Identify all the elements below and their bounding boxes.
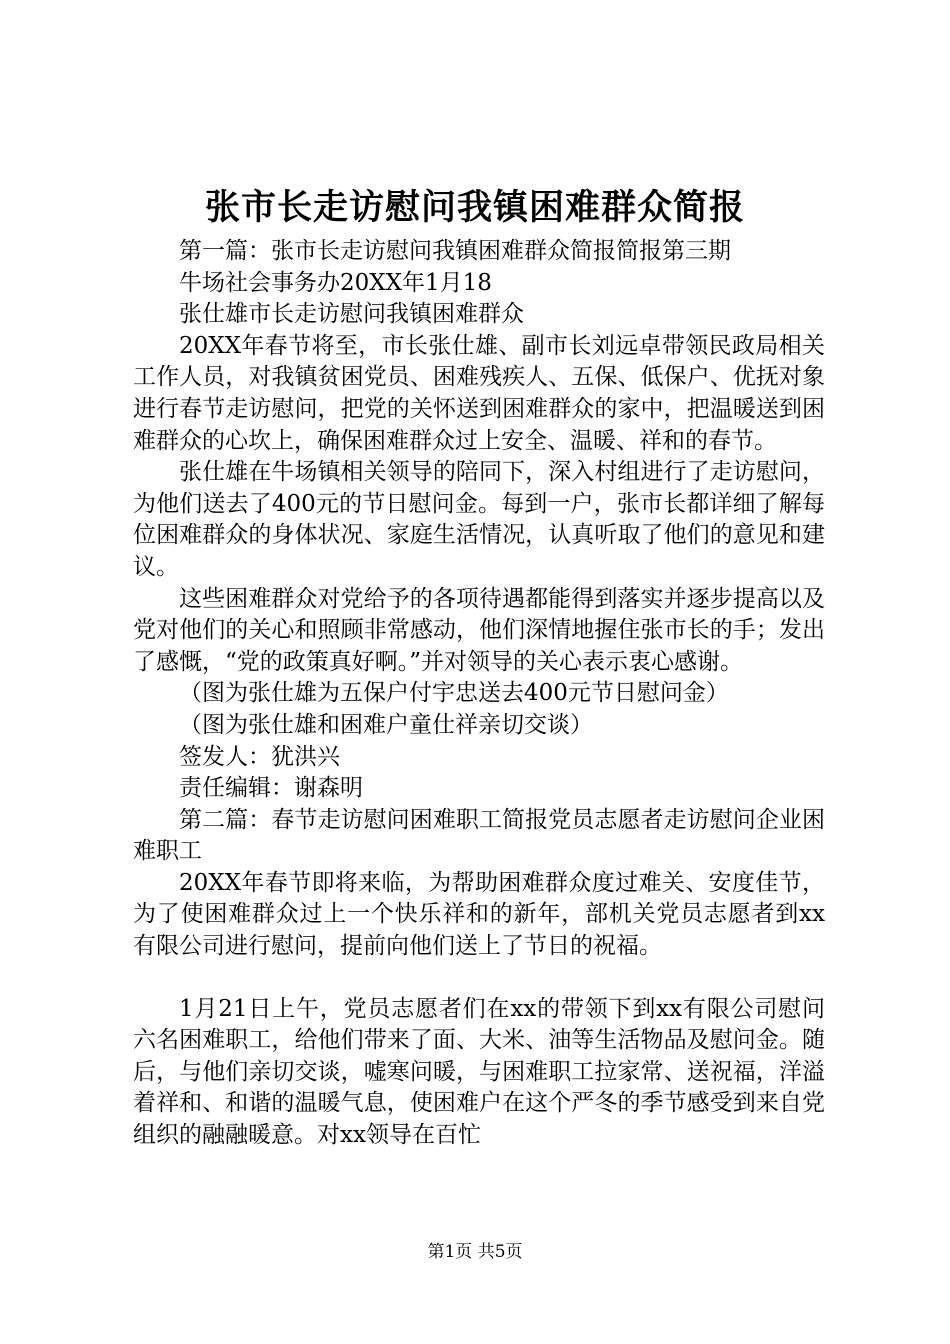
paragraph-editor: 责任编辑：谢森明 [179, 775, 363, 802]
document-body [133, 236, 825, 1152]
paragraph-photo-caption: （图为张仕雄为五保户付宇忠送去400元节日慰问金） [179, 680, 729, 707]
paragraph-issuer-date: 牛场社会事务办20XX年1月18 [179, 269, 492, 296]
paragraph-article-two-heading: 第二篇：春节走访慰问困难职工简报党员志愿者走访慰问企业困难职工 [133, 806, 825, 865]
paragraph-body: 张仕雄在牛场镇相关领导的陪同下，深入村组进行了走访慰问，为他们送去了400元的节日慰问金。每到一户，张市长都详细了解每位困难群众的身体状况、家庭生活情况，认真听取了他们的意见和建议。 [133, 459, 825, 580]
paragraph-article-one-heading: 第一篇：张市长走访慰问我镇困难群众简报简报第三期 [179, 238, 731, 264]
paragraph-signer: 签发人：犹洪兴 [179, 743, 340, 770]
paragraph-body: 20XX年春节即将来临，为帮助困难群众度过难关、安度佳节，为了使困难群众过上一个快乐祥和的新年，部机关党员志愿者到xx有限公司进行慰问，提前向他们送上了节日的祝福。 [133, 869, 825, 960]
paragraph-subtitle: 张仕雄市长走访慰问我镇困难群众 [179, 301, 524, 328]
page-footer: 第1页 共5页 [427, 1242, 523, 1262]
paragraph-photo-caption: （图为张仕雄和困难户童仕祥亲切交谈） [179, 711, 593, 738]
paragraph-body: 这些困难群众对党给予的各项待遇都能得到落实并逐步提高以及党对他们的关心和照顾非常感动，他们深情地握住张市长的手；发出了感慨，“党的政策真好啊。”并对领导的关心表示衷心感谢。 [133, 585, 825, 675]
paragraph-body: 1月21日上午，党员志愿者们在xx的带领下到xx有限公司慰问六名困难职工，给他们带来了面、大米、油等生活物品及慰问金。随后，与他们亲切交谈，嘘寒问暖，与困难职工拉家常、送祝福，洋溢着祥和、和谐的温暖气息，使困难户在这个严冬的季节感受到来自党组织的融融暖意。对xx领导在百忙 [133, 995, 825, 1149]
paragraph-body: 20XX年春节将至，市长张仕雄、副市长刘远卓带领民政局相关工作人员，对我镇贫困党员、困难残疾人、五保、低保户、优抚对象进行春节走访慰问，把党的关怀送到困难群众的家中，把温暖送到困难群众的心坎上，确保困难群众过上安全、温暖、祥和的春节。 [133, 332, 825, 454]
document-title: 张市长走访慰问我镇困难群众简报 [204, 187, 745, 228]
